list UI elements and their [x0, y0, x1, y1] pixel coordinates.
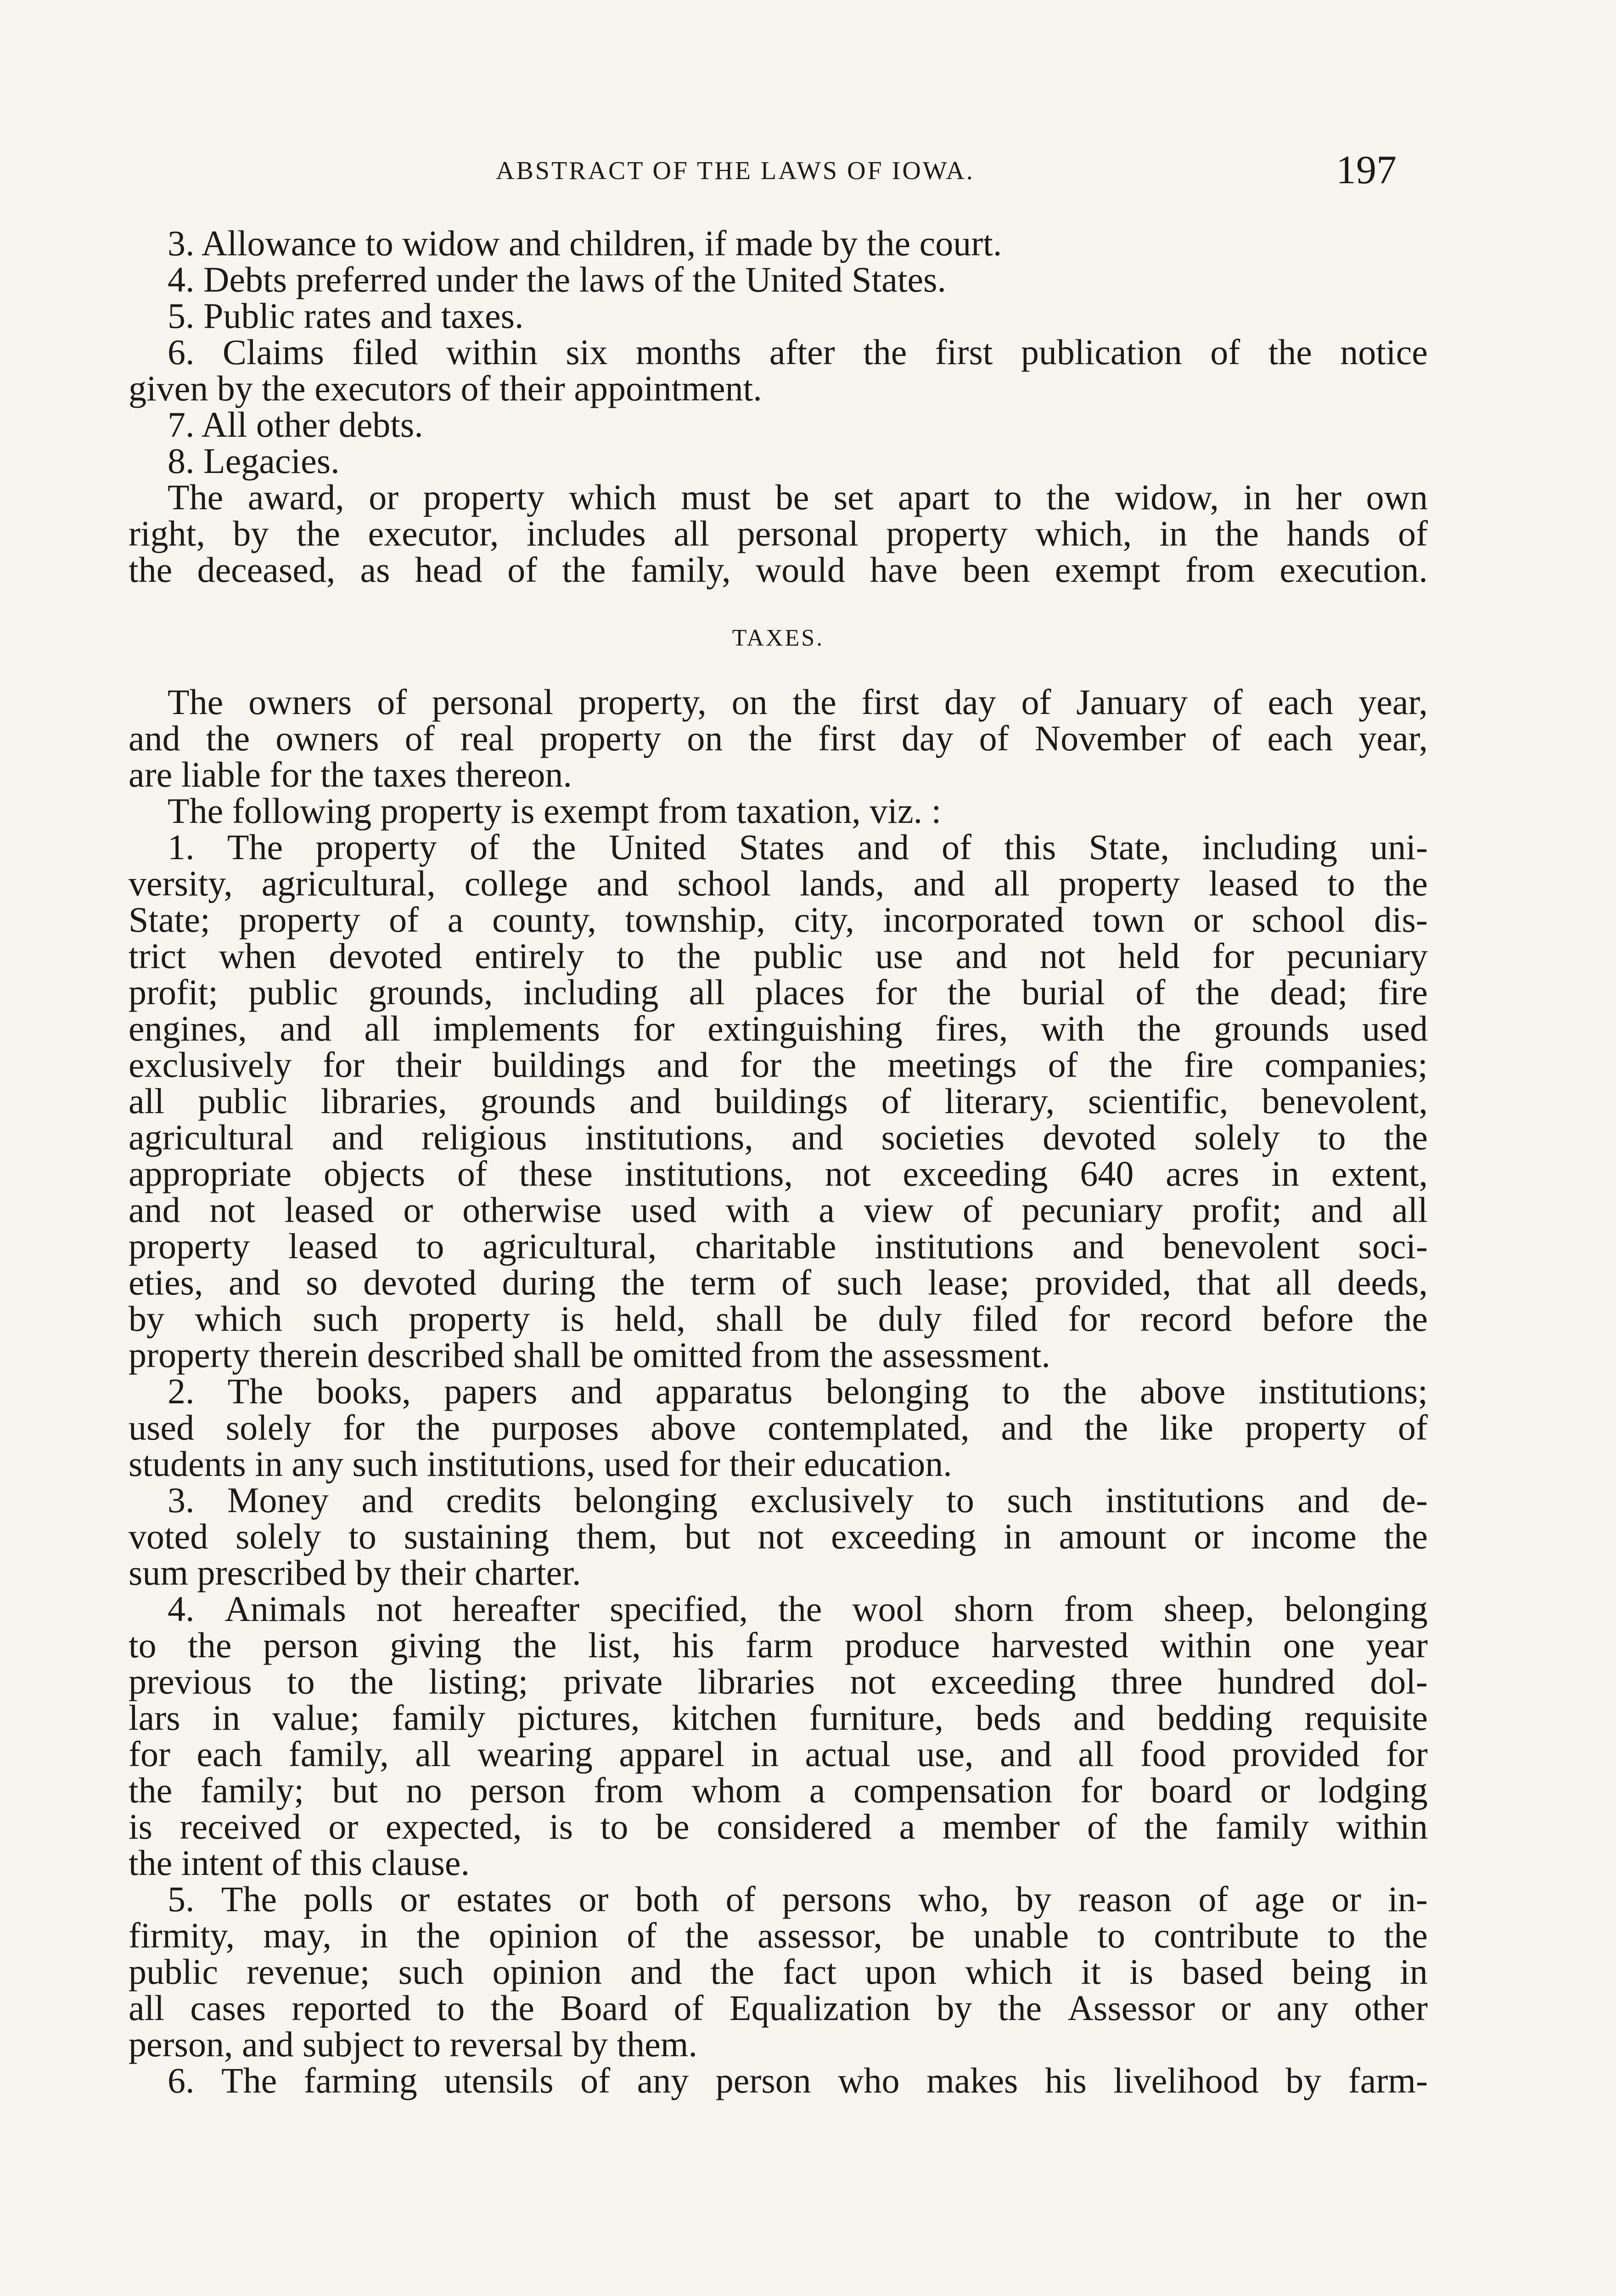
text-line: previous to the listing; private libraries not exceeding three hundred dol- — [129, 1661, 1428, 1701]
text-line: 5. Public rates and taxes. — [168, 296, 524, 336]
text-line: 7. All other debts. — [168, 405, 423, 445]
text-line: 4. Debts preferred under the laws of the United States. — [168, 259, 946, 299]
text-line: voted solely to sustaining them, but not exceeding in amount or income the — [129, 1516, 1428, 1556]
text-line: for each family, all wearing apparel in actual use, and all food provided for — [129, 1734, 1428, 1774]
text-line: the deceased, as head of the family, would have been exempt from execution. — [129, 550, 1428, 590]
text-line: 1. The property of the United States and of this State, including uni- — [168, 827, 1428, 867]
running-title: ABSTRACT OF THE LAWS OF IOWA. — [496, 157, 975, 185]
text-line: all cases reported to the Board of Equalization by the Assessor or any other — [129, 1988, 1428, 2028]
page-number: 197 — [1336, 148, 1397, 192]
text-line: 6. The farming utensils of any person who makes his livelihood by farm- — [168, 2060, 1428, 2100]
text-line: public revenue; such opinion and the fact upon which it is based being in — [129, 1952, 1428, 1992]
text-line: State; property of a county, township, city, incorporated town or school dis- — [129, 900, 1428, 940]
text-line: 8. Legacies. — [168, 441, 340, 481]
text-line: right, by the executor, includes all personal property which, in the hands of — [129, 513, 1428, 553]
text-line: firmity, may, in the opinion of the assessor, be unable to contribute to the — [129, 1915, 1428, 1955]
text-line: engines, and all implements for extinguishing fires, with the grounds used — [129, 1008, 1428, 1048]
text-line: given by the executors of their appointment. — [129, 368, 762, 408]
text-line: versity, agricultural, college and school lands, and all property leased to the — [129, 863, 1428, 903]
text-line: is received or expected, is to be considered a member of the family within — [129, 1806, 1428, 1846]
text-line: all public libraries, grounds and buildings of literary, scientific, benevolent, — [129, 1081, 1428, 1121]
text-line: and the owners of real property on the first day of November of each year, — [129, 718, 1428, 758]
text-line: 4. Animals not hereafter specified, the wool shorn from sheep, belonging — [168, 1589, 1428, 1629]
text-line: to the person giving the list, his farm produce harvested within one year — [129, 1625, 1428, 1665]
text-line: 2. The books, papers and apparatus belonging to the above institutions; — [168, 1371, 1428, 1411]
text-line: 5. The polls or estates or both of persons who, by reason of age or in- — [168, 1879, 1428, 1919]
text-line: students in any such institutions, used for their education. — [129, 1444, 952, 1484]
text-line: by which such property is held, shall be duly filed for record before the — [129, 1299, 1428, 1339]
text-line: appropriate objects of these institutions, not exceeding 640 acres in extent, — [129, 1154, 1428, 1193]
text-line: The owners of personal property, on the first day of January of each year, — [168, 682, 1428, 722]
text-line: trict when devoted entirely to the public use and not held for pecuniary — [129, 936, 1428, 976]
text-line: The following property is exempt from taxation, viz. : — [168, 791, 942, 831]
text-line: eties, and so devoted during the term of such lease; provided, that all deeds, — [129, 1262, 1428, 1302]
section-title: TAXES. — [732, 625, 825, 651]
text-line: the intent of this clause. — [129, 1843, 470, 1883]
text-line: the family; but no person from whom a compensation for board or lodging — [129, 1770, 1428, 1810]
text-line: are liable for the taxes thereon. — [129, 754, 572, 794]
text-line: property leased to agricultural, charitable institutions and benevolent soci- — [129, 1226, 1428, 1266]
text-line: profit; public grounds, including all places for the burial of the dead; fire — [129, 972, 1428, 1012]
text-line: used solely for the purposes above contemplated, and the like property of — [129, 1407, 1428, 1447]
text-line: 3. Money and credits belonging exclusively to such institutions and de- — [168, 1480, 1428, 1520]
text-line: 6. Claims filed within six months after the first publication of the notice — [168, 332, 1428, 372]
text-line: The award, or property which must be set apart to the widow, in her own — [168, 477, 1428, 517]
text-line: agricultural and religious institutions, and societies devoted solely to the — [129, 1117, 1428, 1157]
text-line: and not leased or otherwise used with a view of pecuniary profit; and all — [129, 1190, 1428, 1230]
text-line: person, and subject to reversal by them. — [129, 2024, 697, 2064]
text-line: lars in value; family pictures, kitchen furniture, beds and bedding requisite — [129, 1698, 1428, 1738]
text-line: 3. Allowance to widow and children, if made by the court. — [168, 223, 1002, 263]
text-line: exclusively for their buildings and for the meetings of the fire companies; — [129, 1045, 1428, 1085]
page-header — [0, 148, 1616, 193]
text-line: property therein described shall be omitted from the assessment. — [129, 1335, 1050, 1375]
body-text — [129, 225, 1428, 2099]
text-line: sum prescribed by their charter. — [129, 1553, 581, 1593]
